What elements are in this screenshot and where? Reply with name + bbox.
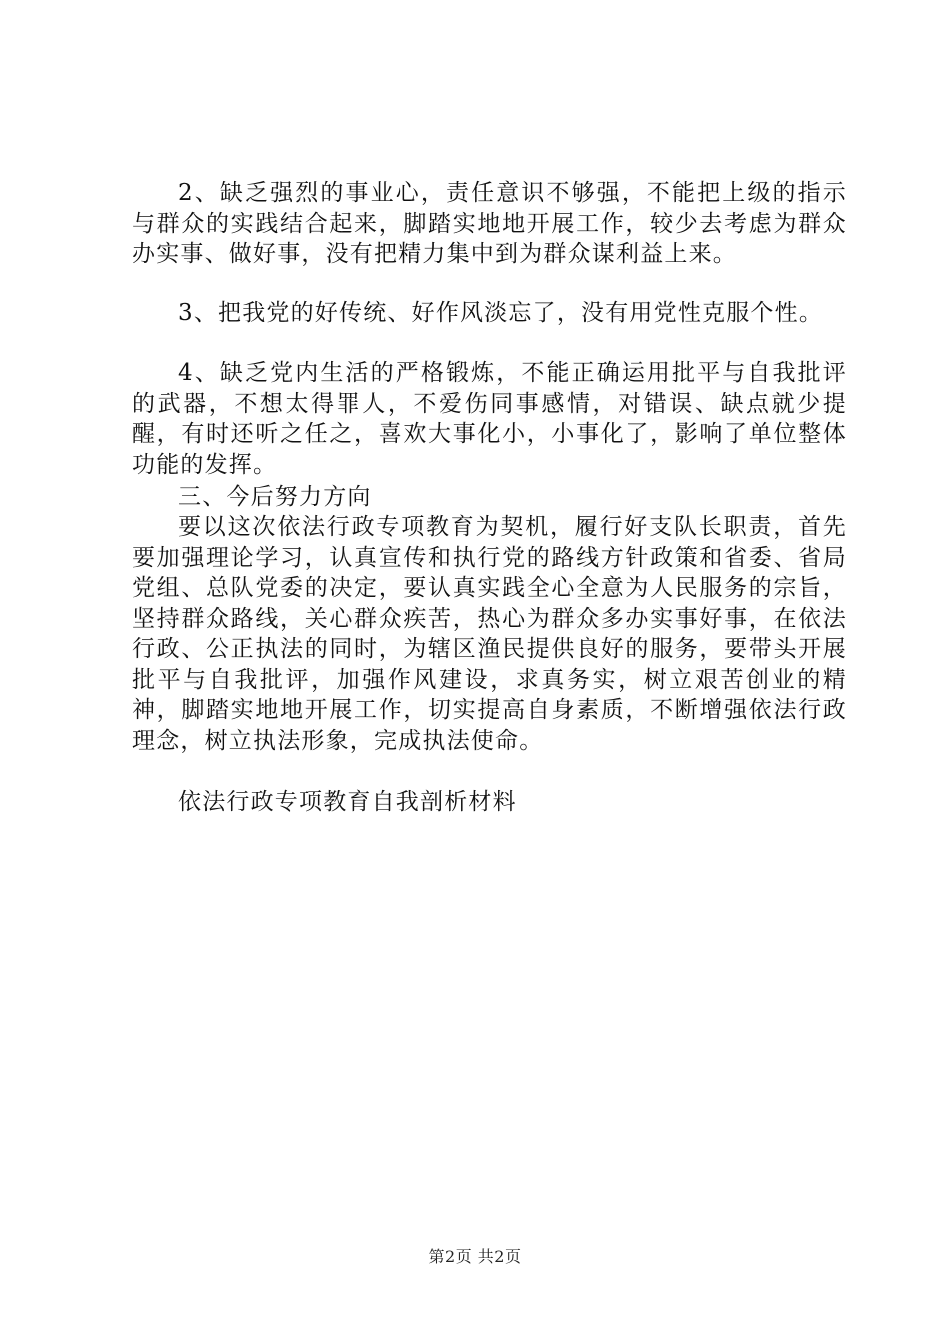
page-footer: 第2页 共2页 [428, 1247, 522, 1266]
paragraph-future-direction: 要以这次依法行政专项教育为契机，履行好支队长职责，首先要加强理论学习，认真宣传和执行党的路线方针政策和省委、省局党组、总队党委的决定，要认真实践全心全意为人民服务的宗旨，坚持群众路线，关心群众疾苦，热心为群众多办实事好事，在依法行政、公正执法的同时，为辖区渔民提供良好的服务，要带头开展批平与自我批评，加强作风建设，求真务实，树立艰苦创业的精神，脚踏实地地开展工作，切实提高自身素质，不断增强依法行政理念，树立执法形象，完成执法使命。 [132, 514, 847, 754]
section-heading-future-direction: 三、今后努力方向 [178, 484, 372, 510]
paragraph-item-4: 4、缺乏党内生活的严格锻炼，不能正确运用批平与自我批评的武器，不想太得罪人，不爱伤同事感情，对错误、缺点就少提醒，有时还听之任之，喜欢大事化小，小事化了，影响了单位整体功能的发挥。 [132, 360, 847, 478]
paragraph-item-2: 2、缺乏强烈的事业心，责任意识不够强，不能把上级的指示与群众的实践结合起来，脚踏实地地开展工作，较少去考虑为群众办实事、做好事，没有把精力集中到为群众谋利益上来。 [132, 180, 847, 267]
document-title-line: 依法行政专项教育自我剖析材料 [178, 789, 517, 815]
paragraph-item-3: 3、把我党的好传统、好作风淡忘了，没有用党性克服个性。 [178, 300, 824, 326]
